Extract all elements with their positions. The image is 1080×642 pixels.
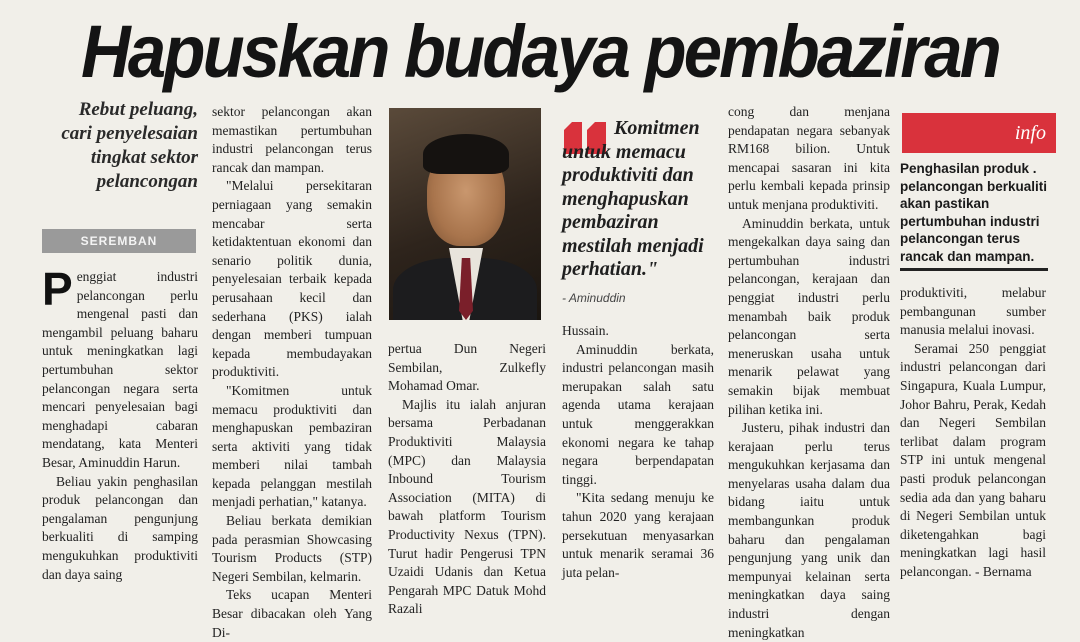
headline: Hapuskan budaya pembaziran (81, 10, 999, 93)
info-divider (900, 268, 1048, 271)
article-paragraph: Teks ucapan Menteri Besar dibacakan oleh Yang Di- (212, 587, 372, 640)
pull-quote-attribution: - Aminuddin (562, 291, 626, 305)
subheadline: Rebut peluang, cari penyelesaian tingkat sektor pelancongan (61, 99, 198, 192)
drop-cap: P (42, 263, 73, 315)
article-paragraph: Beliau berkata demikian pada perasmian Showcasing Tourism Products (STP) Negeri Sembilan, kelmarin. (212, 513, 372, 584)
article-paragraph: Seramai 250 penggiat industri pelancongan dari Singapura, Kuala Lumpur, Johor Bahru, Perak, Kedah dan Negeri Sembilan terlibat dalam program STP ini untuk mengenal pasti produk pelancongan sedia ada dan yang baharu di Negeri Sembilan untuk diketengahkan bagi meningkatkan lagi hasil pelancongan. - Bernama (900, 340, 1046, 579)
article-column-3 (388, 340, 546, 619)
article-column-6 (900, 284, 1046, 582)
article-paragraph: Aminuddin berkata, industri pelancongan masih merupakan salah satu agenda utama kerajaan untuk menggerakkan ekonomi negara ke tahap negara berpendapatan tinggi. (562, 341, 714, 487)
article-paragraph: cong dan menjana pendapatan negara sebanyak RM168 bilion. Untuk mencapai sasaran ini kita perlu kembali kepada prinsip untuk menjana produktiviti. (728, 104, 890, 212)
portrait-photo (389, 108, 541, 320)
article-column-1 (42, 263, 198, 584)
info-box-text: Penghasilan produk . pelancongan berkualiti akan pastikan pertumbuhan industri pelancongan terus rancak dan mampan. (900, 161, 1048, 264)
article-column-4 (562, 322, 714, 582)
article-paragraph (42, 263, 198, 473)
photo-hair (423, 134, 509, 174)
article-paragraph: "Kita sedang menuju ke tahun 2020 yang kerajaan persekutuan menyasarkan untuk menarik seramai 36 juta pelan- (562, 490, 714, 580)
article-paragraph: Aminuddin berkata, untuk mengekalkan daya saing dan pertumbuhan industri pelancongan, kerajaan dan penggiat industri perlu menambah baik produk pelancongan serta meneruskan usaha untuk menarik pelawat yang semakin bijak membuat pilihan ketika ini. (728, 215, 890, 417)
article-paragraph: produktiviti, melabur pembangunan sumber manusia melalui inovasi. (900, 285, 1046, 338)
article-column-2 (212, 103, 372, 642)
article-paragraph: Majlis itu ialah anjuran bersama Perbadanan Produktiviti Malaysia (MPC) dan Malaysia Inbound Tourism Association (MITA) di bawah platform Tourism Productivity Nexus (TPN). Turut hadir Pengerusi TPN Uzaidi Udanis dan Ketua Pengarah MPC Datuk Mohd Razali (388, 396, 546, 617)
article-paragraph: Beliau yakin penghasilan produk pelancongan dan pengalaman pengunjung berkualiti di samping mengukuhkan produktiviti dan daya saing (42, 473, 198, 582)
dateline-label: SEREMBAN (42, 229, 196, 253)
article-paragraph: "Komitmen untuk memacu produktiviti dan menghapuskan pembaziran serta aktiviti yang tidak memberi nilai tambah kepada pelanggan mestilah menjadi perhatian," katanya. (212, 382, 372, 510)
article-paragraph: pertua Dun Negeri Sembilan, Zulkefly Mohamad Omar. (388, 341, 546, 394)
paragraph-text: enggiat industri pelancongan perlu mengenal pasti dan mengambil peluang baharu untuk meningkatkan lagi pertumbuhan sektor pelancongan negara serta mencari penyelesaian bagi menghadapi cabaran mendatang, kata Menteri Besar, Aminuddin Harun. (42, 269, 198, 470)
article-paragraph: sektor pelancongan akan memastikan pertumbuhan industri pelancongan terus rancak dan mampan. (212, 104, 372, 175)
article-paragraph: Justeru, pihak industri dan kerajaan perlu terus mengukuhkan kerjasama dan menyelaras usaha dalam dua bidang iaitu untuk membangunkan produk baharu dan pengalaman pengunjung yang unik dan mempunyai kelainan serta meningkatkan daya saing industri dengan meningkatkan (728, 420, 890, 640)
info-label: info (902, 113, 1056, 153)
pull-quote: Komitmen untuk memacu produktiviti dan menghapuskan pembaziran mestilah menjadi perhatian." (562, 117, 704, 280)
article-paragraph: Hussain. (562, 323, 609, 338)
article-column-5 (728, 103, 890, 642)
article-paragraph: "Melalui persekitaran perniagaan yang semakin mencabar serta ketidaktentuan ekonomi dan senario politik dunia, penyelesaian terbaik kepada perusahaan kecil dan sederhana (PKS) ialah dengan memberi tumpuan kepada membudayakan produktiviti. (212, 178, 372, 380)
